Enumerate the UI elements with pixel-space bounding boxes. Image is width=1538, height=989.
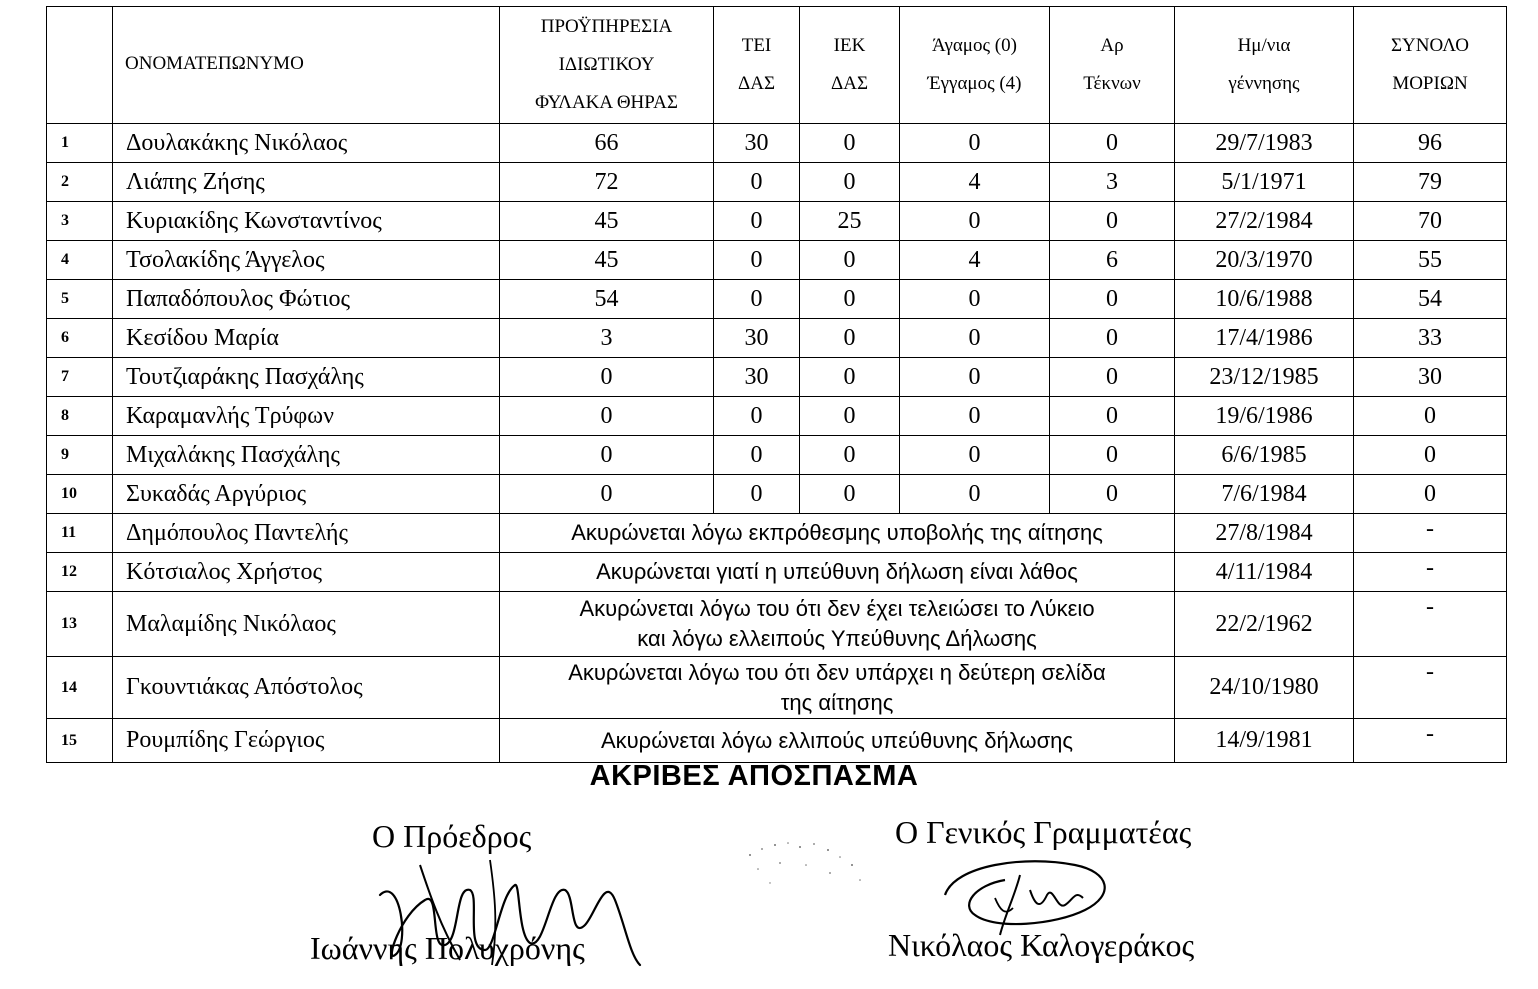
- rejection-note-line: Ακυρώνεται λόγω του ότι δεν υπάρχει η δεύτερη σελίδα: [568, 659, 1106, 685]
- iek-points: 0: [800, 397, 900, 436]
- president-signature: [370, 855, 660, 975]
- row-number: 11: [47, 514, 113, 553]
- total-points: -: [1354, 657, 1507, 719]
- header-iek: ΙΕΚ ΔΑΣ: [800, 7, 900, 124]
- row-number: 10: [47, 475, 113, 514]
- rejection-note-line: Ακυρώνεται λόγω εκπρόθεσμης υποβολής της αίτησης: [571, 520, 1103, 545]
- tei-points: 0: [714, 475, 800, 514]
- marital-points: 0: [900, 280, 1050, 319]
- header-children: Αρ Τέκνων: [1050, 7, 1175, 124]
- birth-date: 20/3/1970: [1175, 241, 1354, 280]
- total-points: -: [1354, 592, 1507, 657]
- children-count: 0: [1050, 397, 1175, 436]
- experience-points: 0: [500, 358, 714, 397]
- tei-points: 0: [714, 163, 800, 202]
- birth-date: 10/6/1988: [1175, 280, 1354, 319]
- candidate-name: Παπαδόπουλος Φώτιος: [113, 280, 500, 319]
- total-points: 96: [1354, 124, 1507, 163]
- birth-date: 7/6/1984: [1175, 475, 1354, 514]
- tei-points: 0: [714, 241, 800, 280]
- president-name: Ιωάννης Πολυχρόνης: [310, 930, 585, 966]
- row-number: 12: [47, 553, 113, 592]
- row-number: 2: [47, 163, 113, 202]
- marital-points: 0: [900, 475, 1050, 514]
- rejected-row: [47, 592, 1507, 657]
- header-row: [47, 7, 1507, 124]
- birth-date: 4/11/1984: [1175, 553, 1354, 592]
- header-index: [47, 7, 113, 124]
- candidate-name: Κότσιαλος Χρήστος: [113, 553, 500, 592]
- rejection-note: [500, 553, 1175, 592]
- experience-points: 0: [500, 397, 714, 436]
- birth-date: 24/10/1980: [1175, 657, 1354, 719]
- children-count: 0: [1050, 358, 1175, 397]
- header-experience: ΠΡΟΫΠΗΡΕΣΙΑ ΙΔΙΩΤΙΚΟΥ ΦΥΛΑΚΑ ΘΗΡΑΣ: [500, 7, 714, 124]
- table-row: [47, 475, 1507, 514]
- candidate-name: Δουλακάκης Νικόλαος: [113, 124, 500, 163]
- birth-date: 19/6/1986: [1175, 397, 1354, 436]
- rejected-row: [47, 657, 1507, 719]
- rejection-note-line: Ακυρώνεται λόγω ελλιπούς υπεύθυνης δήλωσης: [600, 727, 1074, 753]
- candidate-name: Ρουμπίδης Γεώργιος: [113, 719, 500, 763]
- candidate-name: Συκαδάς Αργύριος: [113, 475, 500, 514]
- header-total: ΣΥΝΟΛΟ ΜΟΡΙΩΝ: [1354, 7, 1507, 124]
- stamp-trace: [740, 835, 870, 895]
- tei-points: 30: [714, 319, 800, 358]
- children-count: 0: [1050, 436, 1175, 475]
- children-count: 0: [1050, 475, 1175, 514]
- candidate-name: Μαλαμίδης Νικόλαος: [113, 592, 500, 657]
- row-number: 15: [47, 719, 113, 763]
- birth-date: 5/1/1971: [1175, 163, 1354, 202]
- experience-points: 3: [500, 319, 714, 358]
- birth-date: 22/2/1962: [1175, 592, 1354, 657]
- birth-date: 27/2/1984: [1175, 202, 1354, 241]
- total-points: 70: [1354, 202, 1507, 241]
- table-body: [47, 124, 1507, 763]
- secretary-title: Ο Γενικός Γραμματέας: [895, 814, 1192, 850]
- iek-points: 0: [800, 280, 900, 319]
- candidate-name: Τουτζιαράκης Πασχάλης: [113, 358, 500, 397]
- candidate-name: Μιχαλάκης Πασχάλης: [113, 436, 500, 475]
- header-name: ΟΝΟΜΑΤΕΠΩΝΥΜΟ: [113, 7, 500, 124]
- marital-points: 0: [900, 124, 1050, 163]
- rejection-note: [500, 719, 1175, 763]
- row-number: 6: [47, 319, 113, 358]
- rejection-note-line: Ακυρώνεται λόγω του ότι δεν έχει τελειώσει το Λύκειο: [579, 596, 1095, 621]
- experience-points: 54: [500, 280, 714, 319]
- experience-points: 72: [500, 163, 714, 202]
- iek-points: 25: [800, 202, 900, 241]
- row-number: 4: [47, 241, 113, 280]
- total-points: -: [1354, 719, 1507, 763]
- marital-points: 4: [900, 241, 1050, 280]
- iek-points: 0: [800, 241, 900, 280]
- birth-date: 14/9/1981: [1175, 719, 1354, 763]
- rejection-note: [500, 514, 1175, 553]
- table-row: [47, 202, 1507, 241]
- birth-date: 29/7/1983: [1175, 124, 1354, 163]
- children-count: 6: [1050, 241, 1175, 280]
- table-row: [47, 397, 1507, 436]
- birth-date: 17/4/1986: [1175, 319, 1354, 358]
- rejected-row: [47, 553, 1507, 592]
- experience-points: 45: [500, 202, 714, 241]
- marital-points: 0: [900, 397, 1050, 436]
- table-row: [47, 319, 1507, 358]
- total-points: 79: [1354, 163, 1507, 202]
- marital-points: 0: [900, 202, 1050, 241]
- experience-points: 66: [500, 124, 714, 163]
- children-count: 3: [1050, 163, 1175, 202]
- iek-points: 0: [800, 475, 900, 514]
- experience-points: 0: [500, 475, 714, 514]
- header-tei: ΤΕΙ ΔΑΣ: [714, 7, 800, 124]
- marital-points: 0: [900, 358, 1050, 397]
- total-points: 0: [1354, 397, 1507, 436]
- rejected-row: [47, 514, 1507, 553]
- certified-copy-heading: ΑΚΡΙΒΕΣ ΑΠΟΣΠΑΣΜΑ: [589, 760, 919, 792]
- secretary-name: Νικόλαος Καλογεράκος: [888, 927, 1195, 963]
- row-number: 13: [47, 592, 113, 657]
- candidate-name: Γκουντιάκας Απόστολος: [113, 657, 500, 719]
- rejection-note: [500, 592, 1175, 657]
- row-number: 8: [47, 397, 113, 436]
- president-title: Ο Πρόεδρος: [372, 818, 532, 854]
- birth-date: 27/8/1984: [1175, 514, 1354, 553]
- total-points: 30: [1354, 358, 1507, 397]
- table-row: [47, 163, 1507, 202]
- tei-points: 0: [714, 202, 800, 241]
- candidate-name: Κυριακίδης Κωνσταντίνος: [113, 202, 500, 241]
- total-points: 0: [1354, 475, 1507, 514]
- candidate-name: Δημόπουλος Παντελής: [113, 514, 500, 553]
- rejection-note-line: Ακυρώνεται γιατί η υπεύθυνη δήλωση είναι λάθος: [596, 559, 1078, 584]
- children-count: 0: [1050, 319, 1175, 358]
- secretary-signature: [935, 850, 1120, 940]
- iek-points: 0: [800, 436, 900, 475]
- rejection-note-line: και λόγω ελλειπούς Υπεύθυνης Δήλωσης: [637, 626, 1037, 651]
- candidate-name: Λιάπης Ζήσης: [113, 163, 500, 202]
- total-points: 0: [1354, 436, 1507, 475]
- header-marital: Άγαμος (0) Έγγαμος (4): [900, 7, 1050, 124]
- total-points: -: [1354, 514, 1507, 553]
- marital-points: 0: [900, 319, 1050, 358]
- iek-points: 0: [800, 124, 900, 163]
- table-row: [47, 358, 1507, 397]
- candidate-name: Καραμανλής Τρύφων: [113, 397, 500, 436]
- total-points: 54: [1354, 280, 1507, 319]
- birth-date: 6/6/1985: [1175, 436, 1354, 475]
- row-number: 14: [47, 657, 113, 719]
- tei-points: 0: [714, 436, 800, 475]
- total-points: -: [1354, 553, 1507, 592]
- candidate-name: Τσολακίδης Άγγελος: [113, 241, 500, 280]
- rejection-note: [500, 657, 1175, 719]
- children-count: 0: [1050, 202, 1175, 241]
- tei-points: 0: [714, 280, 800, 319]
- table-row: [47, 280, 1507, 319]
- experience-points: 45: [500, 241, 714, 280]
- tei-points: 30: [714, 124, 800, 163]
- tei-points: 0: [714, 397, 800, 436]
- row-number: 1: [47, 124, 113, 163]
- marital-points: 0: [900, 436, 1050, 475]
- candidate-name: Κεσίδου Μαρία: [113, 319, 500, 358]
- table-row: [47, 124, 1507, 163]
- table-row: [47, 241, 1507, 280]
- row-number: 3: [47, 202, 113, 241]
- rejected-row: [47, 719, 1507, 763]
- birth-date: 23/12/1985: [1175, 358, 1354, 397]
- tei-points: 30: [714, 358, 800, 397]
- iek-points: 0: [800, 163, 900, 202]
- rejection-note-line: της αίτησης: [780, 689, 894, 715]
- experience-points: 0: [500, 436, 714, 475]
- total-points: 33: [1354, 319, 1507, 358]
- total-points: 55: [1354, 241, 1507, 280]
- header-birth-date: Ημ/νια γέννησης: [1175, 7, 1354, 124]
- children-count: 0: [1050, 280, 1175, 319]
- row-number: 5: [47, 280, 113, 319]
- iek-points: 0: [800, 319, 900, 358]
- table-row: [47, 436, 1507, 475]
- row-number: 7: [47, 358, 113, 397]
- row-number: 9: [47, 436, 113, 475]
- iek-points: 0: [800, 358, 900, 397]
- candidates-table: [46, 6, 1507, 763]
- children-count: 0: [1050, 124, 1175, 163]
- marital-points: 4: [900, 163, 1050, 202]
